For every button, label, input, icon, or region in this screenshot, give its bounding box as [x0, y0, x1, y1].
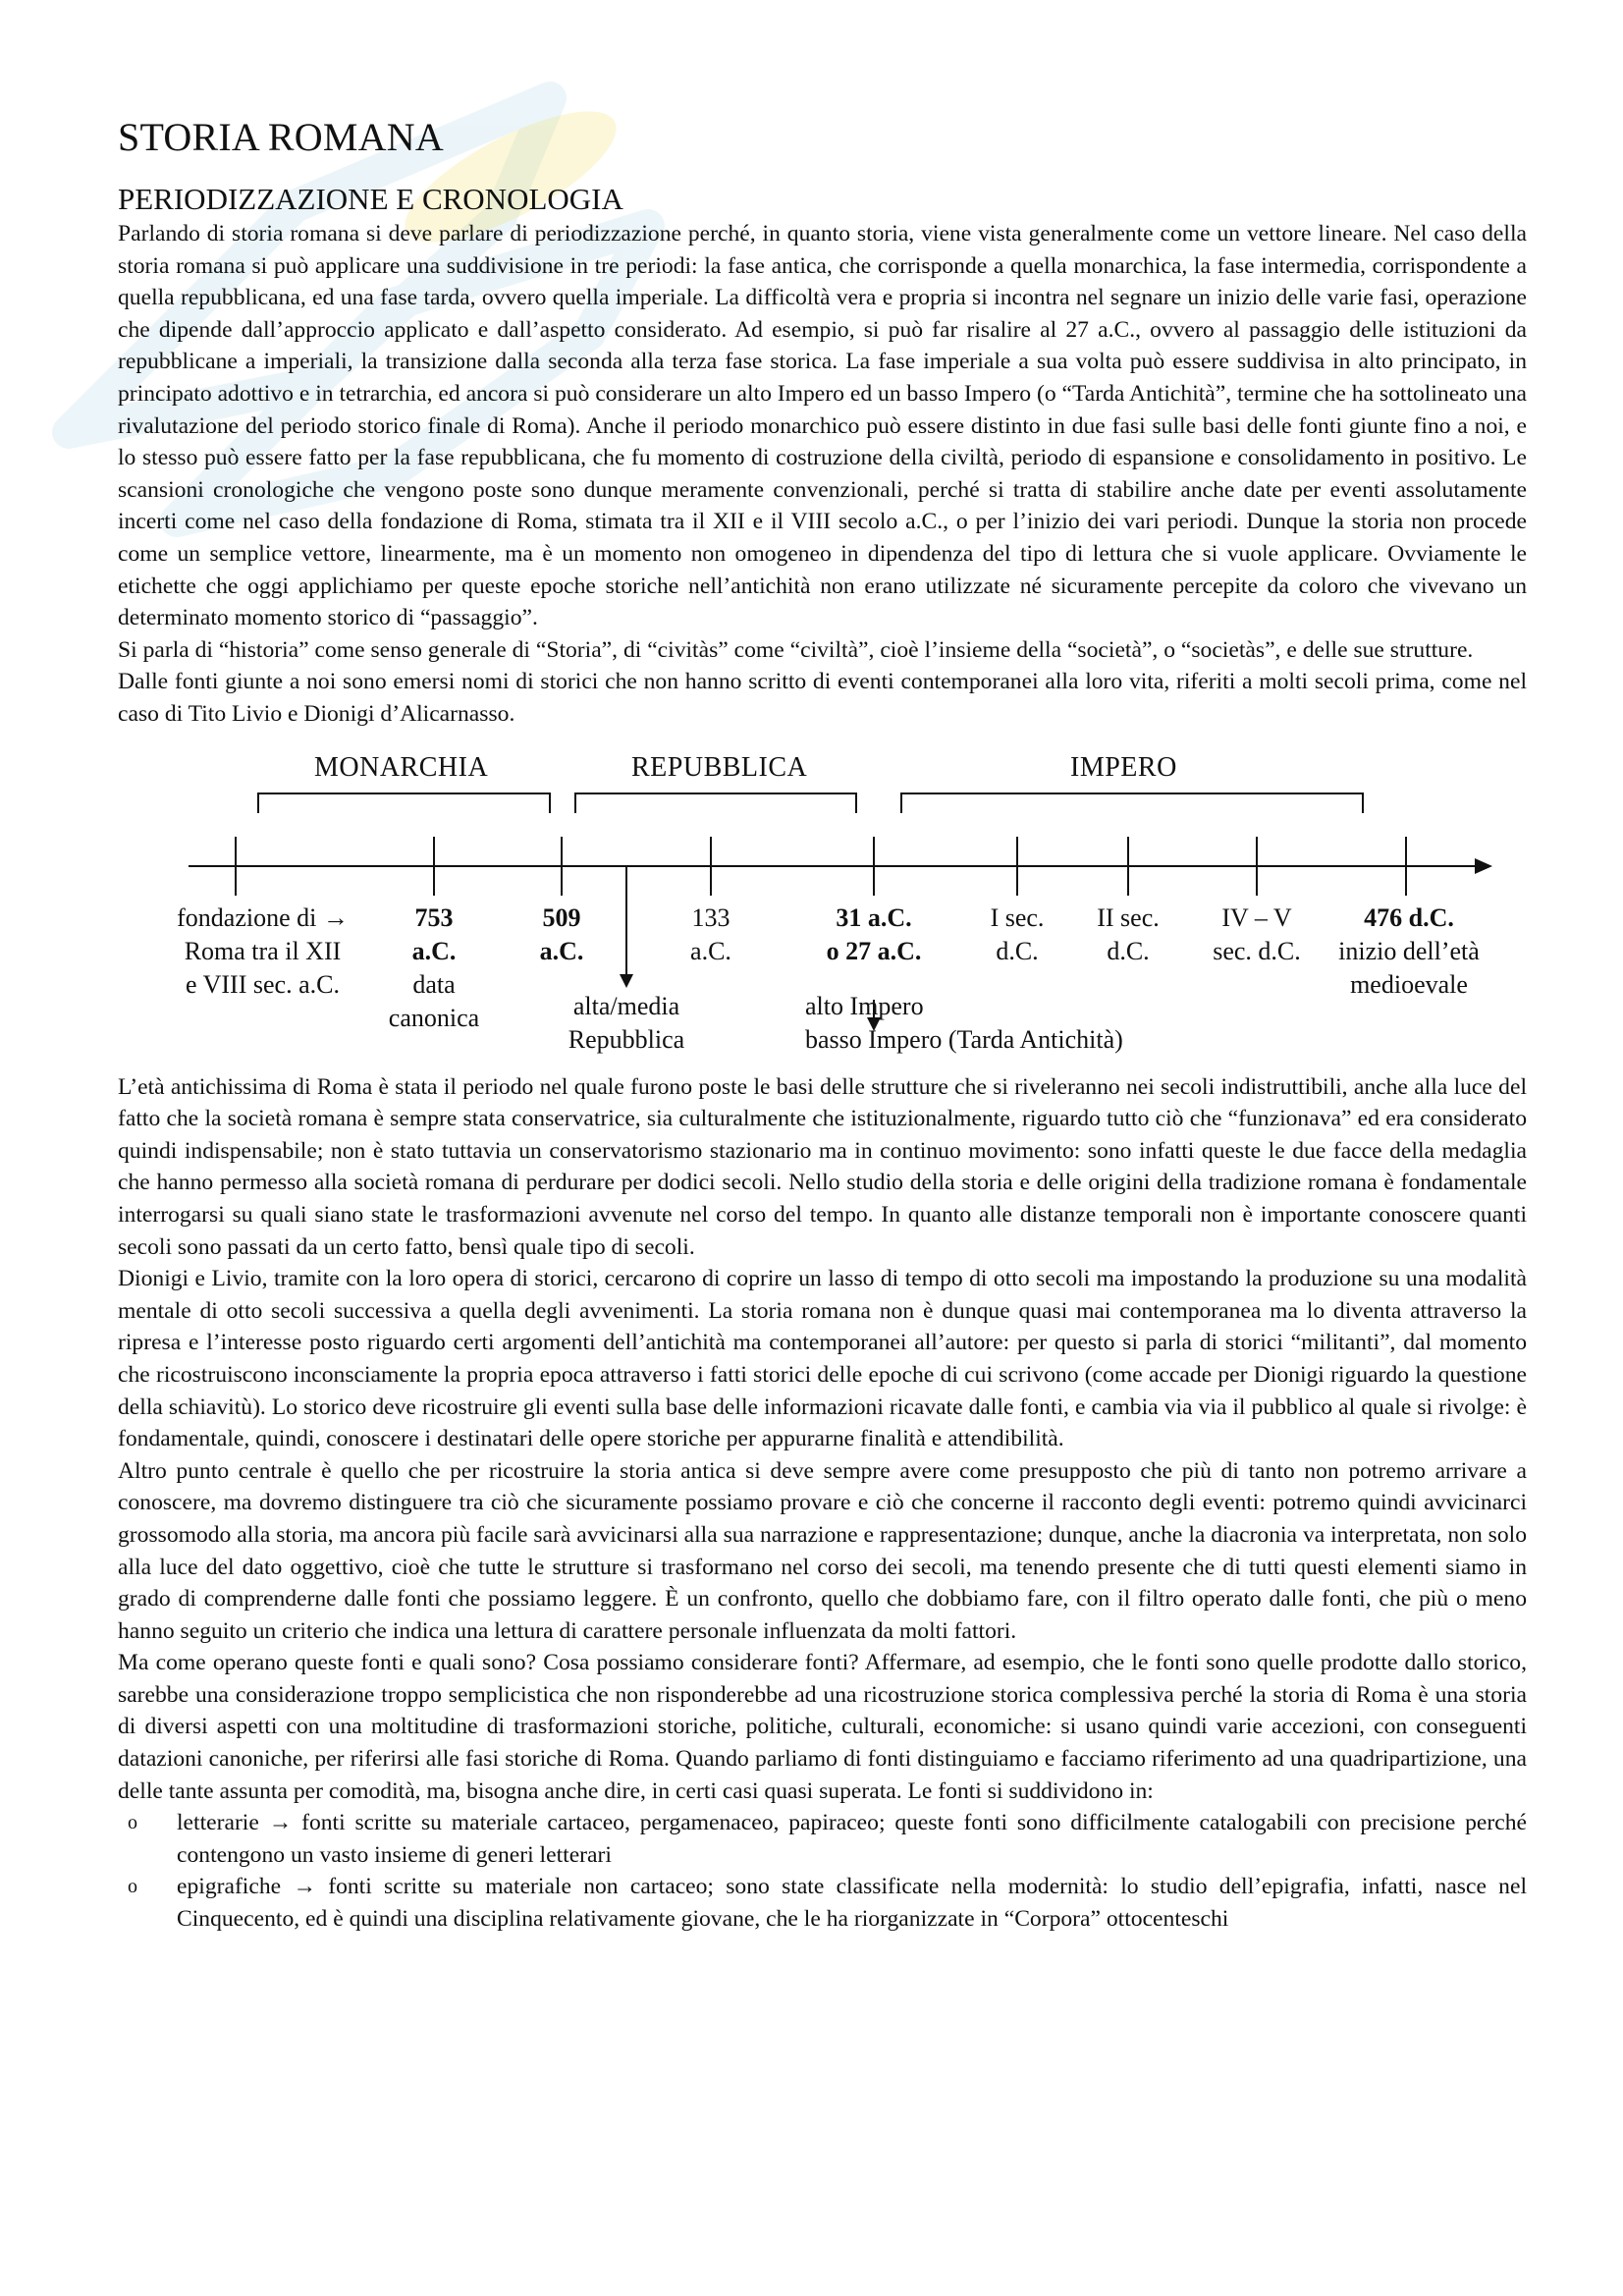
paragraph-main-2: Dionigi e Livio, tramite con la loro opera di storici, cercarono di coprire un lasso di tempo di otto secoli ma impostando la produzione su una modalità mentale di otto secoli successiva a quella degli avvenimenti. La storia romana non è dunque quasi mai contemporanea ma lo diventa attraverso la ripresa e l’interesse posto riguardo certi argomenti dell’antichità ma contemporanei all’autore: per questo si parla di storici “militanti”, dal momento che ricostruiscono inconsciamente la propria epoca attraverso i fatti storici delle epoche di cui scrivono (come accade per Dionigi riguardo la questione della schiavitù). Lo storico deve ricostruire gli eventi sulla base delle informazioni ricavate dalle fonti, e cambia via via il pubblico al quale si rivolge: è fondamentale, quindi, conoscere i destinatari delle opere storiche per appurarne finalità e attendibilità.	[118, 1266, 1527, 1452]
paragraph-main-1: L’età antichissima di Roma è stata il periodo nel quale furono poste le basi delle strutture che si riveleranno nei secoli indistruttibili, anche alla luce del fatto che la società romana è sempre stata conservatrice, sia culturalmente che istituzionalmente, riguardo tutto ciò che “funzionava” ed era considerato quindi indispensabile; non è stato tuttavia un conservatorismo stazionario ma in continuo movimento: sono infatti queste le due facce della medaglia che hanno permesso alla società romana di perdurare per dodici secoli. Nello studio della storia e delle origini della tradizione romana è fondamentale interrogarsi su quali siano state le trasformazioni avvenute nel corso del tempo. In quanto alle distanze temporali non è importante conoscere quanti secoli sono passati da un certo fatto, bensì quale tipo di secoli.	[118, 1073, 1527, 1260]
page-title: STORIA ROMANA	[118, 115, 444, 159]
label-509: 509 a.C.	[539, 902, 584, 965]
paragraph-intro-2: Si parla di “historia” come senso generale di “Storia”, di “civitàs” come “civiltà”, cioè l’insieme della “società”, o “societàs”, e delle sue strutture.	[118, 636, 1474, 663]
list-item: o letterarie → fonti scritte su materiale cartaceo, pergamenaceo, papiraceo; queste fonti sono difficilmente catalogabili con precisione perché contengono un vasto insieme di generi letterari	[118, 1807, 1527, 1871]
label-2sec: II sec. d.C.	[1097, 902, 1160, 965]
timeline-arrowhead	[1475, 858, 1492, 874]
paragraph-main-3: Altro punto centrale è quello che per ricostruire la storia antica si deve sempre avere come presupposto che più di tanto non potremo arrivare a conoscere, ma dovremo distinguere tra ciò che sicuramente possiamo provare e ciò che concerne il racconto degli eventi: potremo quindi avvicinarci grossomodo alla storia, ma ancora più facile sarà avvicinarsi alla sua narrazione e rappresentazione; dunque, anche la diacronia va interpretata, non solo alla luce del dato oggettivo, cioè che tutte le strutture si trasformano nel corso dei secoli, ma tenendo presente che di tutti questi elementi siamo in grado di comprenderne dalle fonti che possiamo leggere. È un confronto, quello che dobbiamo fare, con il filtro operato dalle fonti, che più o meno hanno seguito un criterio che indica una lettura di carattere personale influenzata da molti fattori.	[118, 1457, 1527, 1644]
bullet-circle-icon: o	[128, 1812, 137, 1834]
label-repubblica-note: alta/media Repubblica	[568, 991, 685, 1054]
paragraph-intro-3: Dalle fonti giunte a noi sono emersi nomi di storici che non hanno scritto di eventi contemporanei alla loro vita, riferiti a molti secoli prima, come nel caso di Tito Livio e Dionigi d’Alicarnasso.	[118, 669, 1527, 727]
period-repubblica: REPUBBLICA	[631, 751, 808, 783]
label-476: 476 d.C. inizio dell’età medioevale	[1338, 902, 1480, 999]
label-4-5sec: IV – V sec. d.C.	[1213, 902, 1301, 965]
bullet-circle-icon: o	[128, 1876, 137, 1898]
period-impero: IMPERO	[1070, 751, 1177, 783]
bracket-monarchia	[258, 793, 550, 813]
paragraph-main-4: Ma come operano queste fonti e quali sono? Cosa possiamo considerare fonti? Affermare, ad esempio, che le fonti sono quelle prodotte dallo storico, sarebbe una considerazione troppo semplicistica che non risponderebbe ad una ricostruzione storica complessiva perché la storia di Roma è una storia di diversi aspetti con una moltitudine di trasformazioni storiche, politiche, culturali, economiche: si usano quindi varie accezioni, con conseguenti datazioni canoniche, per riferirsi alle fasi storiche di Roma. Quando parliamo di fonti distinguiamo e facciamo riferimento ad una quadripartizione, una delle tante assunta per comodità, ma, bisogna anche dire, in certi casi quasi superata. Le fonti si suddividono in:	[118, 1650, 1527, 1804]
timeline-diagram	[118, 742, 1527, 1071]
label-impero-note: alto Impero basso Impero (Tarda Antichità)	[805, 991, 1123, 1054]
label-foundation: fondazione di → Roma tra il XII e VIII sec. a.C.	[177, 902, 349, 999]
period-monarchia: MONARCHIA	[314, 751, 489, 783]
list-item: o epigrafiche → fonti scritte su materiale non cartaceo; sono state classificate nella modernità: lo studio dell’epigrafia, infatti, nasce nel Cinquecento, ed è quindi una disciplina relativamente giovane, che le ha riorganizzate in “Corpora” ottocenteschi	[118, 1871, 1527, 1935]
arrow-repubblica-head	[620, 974, 633, 988]
label-31: 31 a.C. o 27 a.C.	[826, 902, 922, 965]
bracket-repubblica	[575, 793, 856, 813]
bracket-impero	[901, 793, 1363, 813]
label-1sec: I sec. d.C.	[990, 902, 1045, 965]
paragraph-intro-1: Parlando di storia romana si deve parlare di periodizzazione perché, in quanto storia, viene vista generalmente come un vettore lineare. Nel caso della storia romana si può applicare una suddivisione in tre periodi: la fase antica, che corrisponde a quella monarchica, la fase intermedia, corrispondente a quella repubblicana, ed una fase tarda, ovvero quella imperiale. La difficoltà vera e propria si incontra nel segnare un inizio delle varie fasi, operazione che dipende dall’approccio applicato e dall’aspetto considerato. Ad esempio, si può far risalire al 27 a.C., ovvero al passaggio delle istituzioni da repubblicane a imperiali, la transizione dalla seconda alla terza fase storica. La fase imperiale a sua volta può essere suddivisa in alto principato, in principato adottivo e in tetrarchia, ed ancora si può considerare un alto Impero ed un basso Impero (o “Tarda Antichità”, termine che ha sottolineato una rivalutazione del periodo storico finale di Roma). Anche il periodo monarchico può essere distinto in due fasi sulle basi delle fonti giunte fino a noi, e lo stesso può essere fatto per la fase repubblicana, che fu momento di costruzione della civiltà, periodo di espansione e consolidamento in positivo. Le scansioni cronologiche che vengono poste sono dunque meramente convenzionali, perché si tratta di stabilire anche date per eventi assolutamente incerti come nel caso della fondazione di Roma, stimata tra il XII e il VIII secolo a.C., o per l’inizio dei vari periodi. Dunque la storia non procede come un semplice vettore, linearmente, ma è un momento non omogeneo in dipendenza del tipo di lettura che si vuole applicare. Ovviamente le etichette che oggi applichiamo per queste epoche storiche nell’antichità non erano utilizzate né sicuramente percepite da coloro che vivevano un determinato momento storico di “passaggio”.	[118, 221, 1527, 631]
document-page	[118, 116, 1527, 1936]
label-753: 753 a.C. data canonica	[388, 902, 480, 1032]
label-133: 133 a.C.	[690, 902, 731, 965]
section-title: PERIODIZZAZIONE E CRONOLOGIA	[118, 182, 623, 216]
sources-list	[118, 1807, 1527, 1935]
